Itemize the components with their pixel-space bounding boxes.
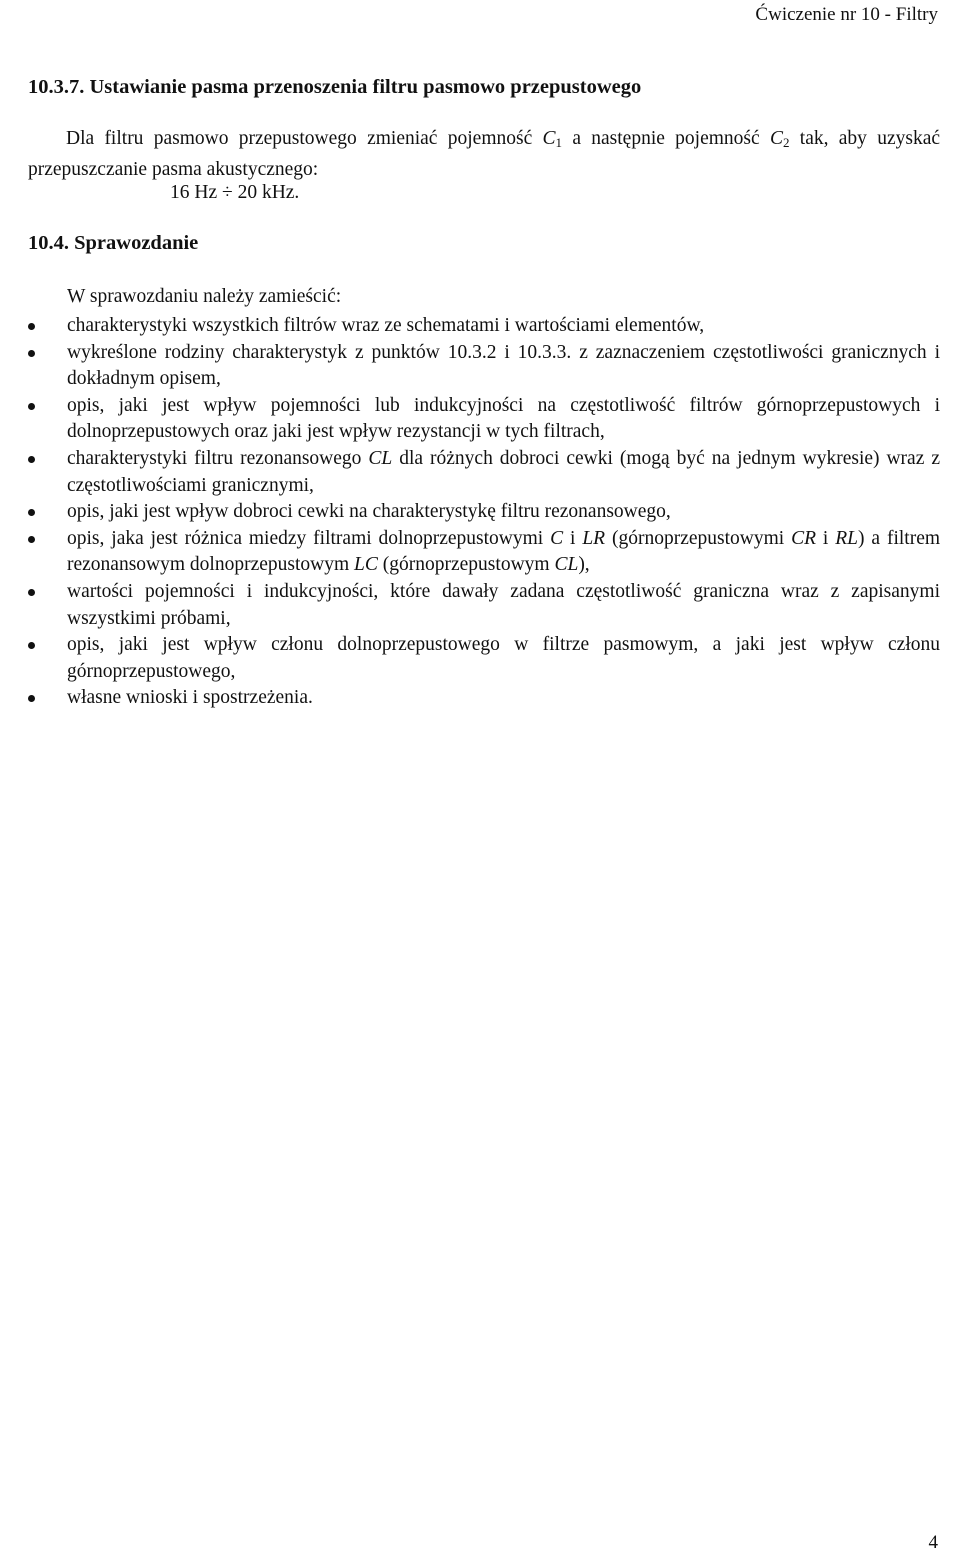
list-item: wartości pojemności i indukcyjności, które dawały zadana częstotliwość graniczna wraz z zapisanymi wszystkimi próbami,	[28, 579, 940, 632]
paragraph-text: tak, aby uzyskać przepuszczanie pasma akustycznego:	[28, 128, 940, 180]
bullet-icon	[28, 589, 35, 596]
section-title-report: 10.4. Sprawozdanie	[28, 232, 199, 254]
frequency-range: 16 Hz ÷ 20 kHz.	[170, 182, 300, 203]
list-item: opis, jaka jest różnica miedzy filtrami dolnoprzepustowymi C i LR (górnoprzepustowymi CR i RL) a filtrem rezonansowym dolnoprzepustowym LC (górnoprzepustowym CL),	[28, 526, 940, 579]
bullet-icon	[28, 456, 35, 463]
paragraph-text: a następnie pojemność	[562, 128, 770, 149]
list-item: charakterystyki wszystkich filtrów wraz ze schematami i wartościami elementów,	[28, 313, 940, 340]
c2-subscript: 2	[782, 135, 790, 150]
symbol-lr: LR	[582, 527, 606, 549]
list-item: własne wnioski i spostrzeżenia.	[28, 685, 940, 712]
list-item: opis, jaki jest wpływ członu dolnoprzepustowego w filtrze pasmowym, a jaki jest wpływ członu górnoprzepustowego,	[28, 632, 940, 685]
symbol-c: C	[550, 527, 564, 549]
symbol-lc: LC	[354, 554, 378, 576]
symbol-cl: CL	[554, 554, 579, 576]
symbol-cr: CR	[791, 527, 817, 549]
bullet-icon	[28, 323, 35, 330]
page-number: 4	[928, 1532, 938, 1553]
page-header: Ćwiczenie nr 10 - Filtry	[755, 4, 938, 25]
bullet-icon	[28, 350, 35, 357]
section-title-bandpass: 10.3.7. Ustawianie pasma przenoszenia filtru pasmowo przepustowego	[28, 76, 642, 98]
list-item: opis, jaki jest wpływ pojemności lub indukcyjności na częstotliwość filtrów górnoprzepustowych i dolnoprzepustowych oraz jaki jest wpływ rezystancji w tych filtrach,	[28, 393, 940, 446]
c1-subscript: 1	[555, 135, 563, 150]
bullet-icon	[28, 536, 35, 543]
list-item: charakterystyki filtru rezonansowego CL dla różnych dobroci cewki (mogą być na jednym wykresie) wraz z częstotliwościami granicznymi,	[28, 446, 940, 499]
list-item: opis, jaki jest wpływ dobroci cewki na charakterystykę filtru rezonansowego,	[28, 499, 940, 526]
report-requirements-list	[28, 313, 940, 712]
c2-symbol: C	[769, 128, 783, 149]
bullet-icon	[28, 403, 35, 410]
bandpass-paragraph	[28, 126, 940, 183]
bullet-icon	[28, 695, 35, 702]
paragraph-text: Dla filtru pasmowo przepustowego zmieniać pojemność	[66, 128, 543, 149]
bullet-icon	[28, 642, 35, 649]
list-item: wykreślone rodziny charakterystyk z punktów 10.3.2 i 10.3.3. z zaznaczeniem częstotliwości granicznych i dokładnym opisem,	[28, 340, 940, 393]
symbol-rl: RL	[835, 527, 859, 549]
c1-symbol: C	[542, 128, 556, 149]
report-intro: W sprawozdaniu należy zamieścić:	[67, 286, 342, 307]
bullet-icon	[28, 509, 35, 516]
symbol-cl: CL	[368, 447, 393, 469]
